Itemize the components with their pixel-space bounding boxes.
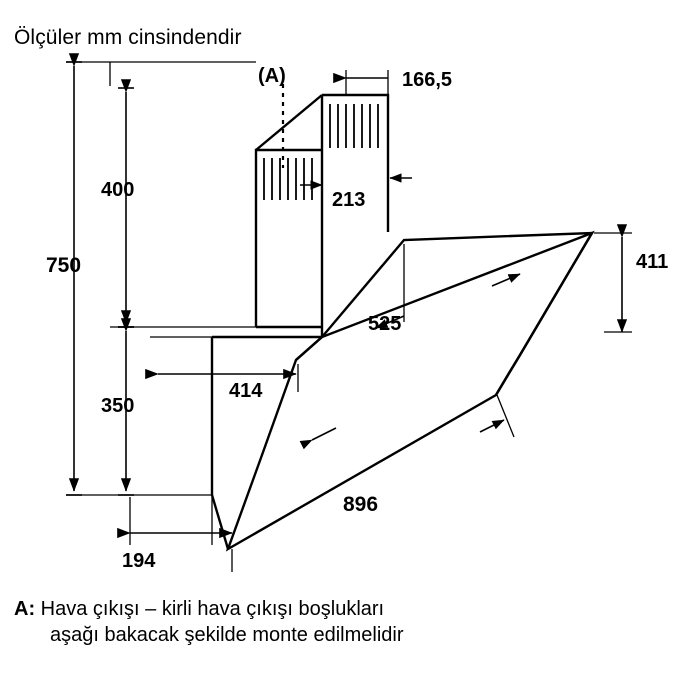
footnote: [14, 596, 690, 648]
air-outlet-marker: (A): [258, 65, 286, 87]
dimension-750: [46, 62, 82, 495]
page-title: Ölçüler mm cinsindendir: [14, 26, 242, 49]
dimension-350: [101, 327, 134, 495]
dimension-411-label: 411: [636, 251, 669, 273]
dimension-414: [158, 364, 298, 402]
dimension-414-label: 414: [229, 380, 263, 402]
dimension-411: [594, 233, 668, 332]
footnote-line2: aşağı bakacak şekilde monte edilmelidir: [50, 624, 404, 646]
dimension-750-label: 750: [46, 254, 82, 277]
dimension-350-label: 350: [101, 395, 135, 417]
dimension-194-label: 194: [122, 550, 156, 572]
dimension-896-label: 896: [343, 493, 379, 516]
dimension-525-label: 525: [368, 313, 402, 335]
dimension-213: [300, 178, 412, 211]
dimension-400: [101, 88, 134, 327]
dimension-1665-label: 166,5: [402, 69, 453, 91]
dimension-extension-lines: [66, 62, 256, 495]
footnote-line1: Hava çıkışı – kirli hava çıkışı boşlukları: [35, 598, 385, 620]
footnote-key: A:: [14, 598, 36, 620]
dimension-1665: [346, 69, 452, 95]
dimension-213-label: 213: [332, 189, 366, 211]
dimension-896: [312, 395, 514, 516]
hood-outline: [212, 95, 592, 549]
dimension-400-label: 400: [101, 179, 135, 201]
